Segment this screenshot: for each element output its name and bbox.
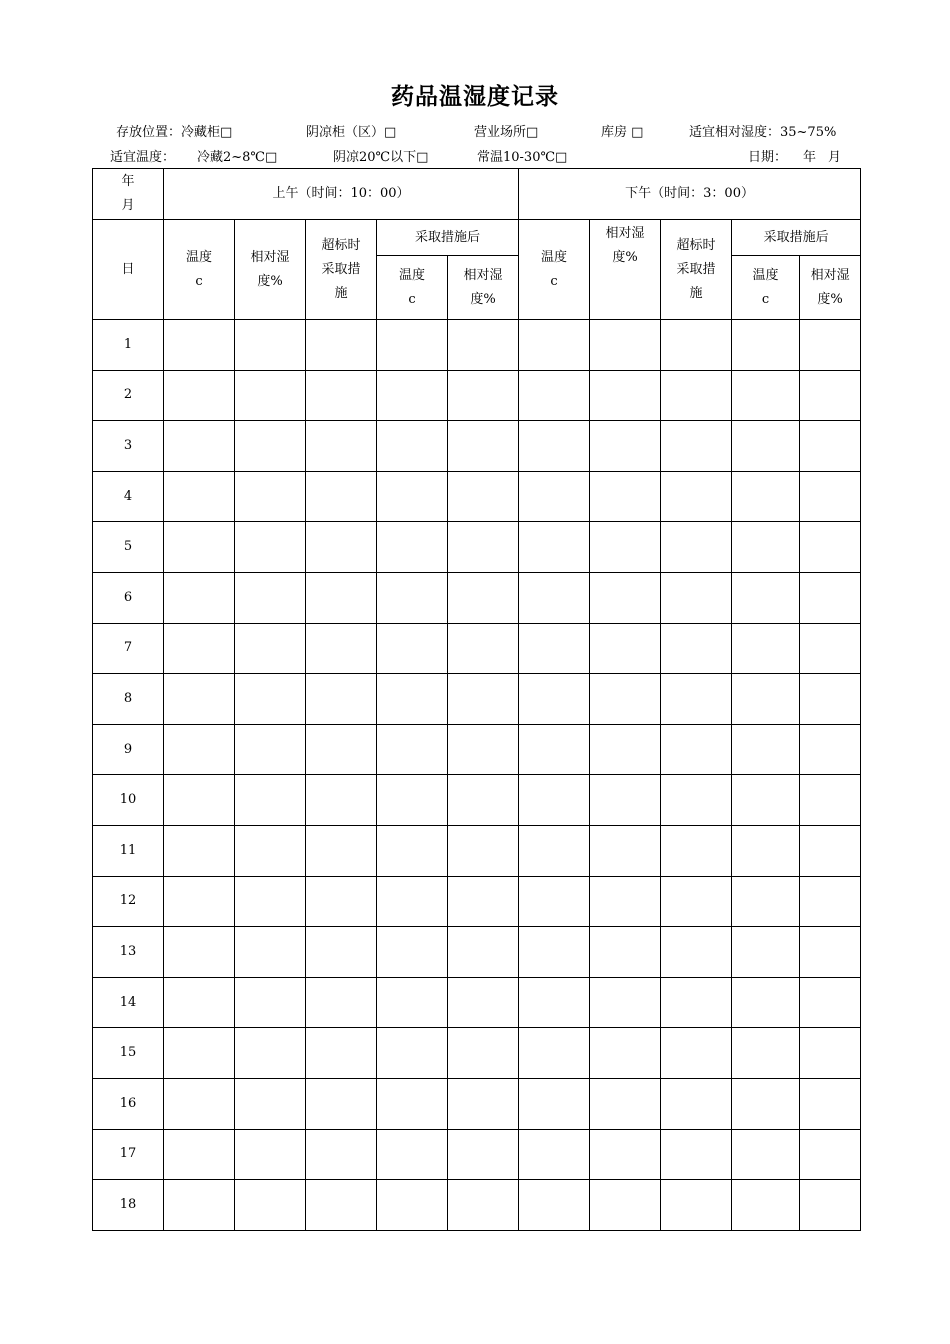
record-cell[interactable] bbox=[306, 674, 377, 725]
record-cell[interactable] bbox=[590, 977, 661, 1028]
record-cell[interactable] bbox=[661, 876, 732, 927]
am-after-measures-header: 采取措施后 bbox=[377, 220, 519, 256]
pm-after-temperature-header: 温度 c bbox=[732, 256, 800, 320]
record-cell[interactable] bbox=[800, 1078, 861, 1129]
storage-location: 存放位置：冷藏柜□ bbox=[116, 125, 233, 140]
record-cell[interactable] bbox=[732, 927, 800, 978]
year-header: 年 bbox=[121, 174, 135, 189]
record-cell[interactable] bbox=[377, 471, 448, 522]
year-month-header bbox=[93, 169, 164, 220]
record-cell[interactable] bbox=[519, 471, 590, 522]
table-row bbox=[93, 421, 861, 472]
day-number: 10 bbox=[93, 775, 164, 826]
pm-over-limit-measures-header: 超标时 采取措 施 bbox=[661, 220, 732, 320]
record-cell[interactable] bbox=[306, 623, 377, 674]
record-cell[interactable] bbox=[661, 1028, 732, 1079]
record-cell[interactable] bbox=[519, 977, 590, 1028]
record-cell[interactable] bbox=[164, 977, 235, 1028]
cool-cabinet-option: 阴凉柜（区）□ bbox=[306, 125, 397, 140]
record-cell[interactable] bbox=[235, 623, 306, 674]
date-month-label: 月 bbox=[828, 150, 842, 165]
table-row bbox=[93, 876, 861, 927]
record-cell[interactable] bbox=[306, 421, 377, 472]
record-cell[interactable] bbox=[519, 1078, 590, 1129]
record-cell[interactable] bbox=[590, 471, 661, 522]
record-cell[interactable] bbox=[235, 876, 306, 927]
table-row bbox=[93, 1129, 861, 1180]
record-cell[interactable] bbox=[164, 1078, 235, 1129]
record-cell[interactable] bbox=[377, 825, 448, 876]
record-cell[interactable] bbox=[306, 1129, 377, 1180]
record-cell[interactable] bbox=[590, 825, 661, 876]
record-cell[interactable] bbox=[800, 1129, 861, 1180]
record-cell[interactable] bbox=[661, 421, 732, 472]
record-cell[interactable] bbox=[377, 674, 448, 725]
day-number: 7 bbox=[93, 623, 164, 674]
record-cell[interactable] bbox=[448, 977, 519, 1028]
record-cell[interactable] bbox=[800, 775, 861, 826]
record-cell[interactable] bbox=[732, 674, 800, 725]
day-number: 6 bbox=[93, 572, 164, 623]
record-cell[interactable] bbox=[661, 370, 732, 421]
record-cell[interactable] bbox=[800, 876, 861, 927]
record-cell[interactable] bbox=[306, 927, 377, 978]
record-cell[interactable] bbox=[235, 1028, 306, 1079]
record-cell[interactable] bbox=[732, 370, 800, 421]
record-cell[interactable] bbox=[235, 825, 306, 876]
am-temperature-header: 温度 c bbox=[164, 220, 235, 320]
record-cell[interactable] bbox=[448, 775, 519, 826]
record-cell[interactable] bbox=[732, 320, 800, 371]
morning-header: 上午（时间：10：00） bbox=[164, 169, 519, 220]
record-cell[interactable] bbox=[800, 674, 861, 725]
record-cell[interactable] bbox=[164, 522, 235, 573]
record-cell[interactable] bbox=[164, 876, 235, 927]
record-cell[interactable] bbox=[377, 320, 448, 371]
date-label: 日期： bbox=[748, 150, 788, 165]
day-number: 4 bbox=[93, 471, 164, 522]
day-number: 5 bbox=[93, 522, 164, 573]
record-cell[interactable] bbox=[661, 471, 732, 522]
table-row bbox=[93, 674, 861, 725]
record-cell[interactable] bbox=[235, 572, 306, 623]
record-cell[interactable] bbox=[235, 471, 306, 522]
record-cell[interactable] bbox=[661, 623, 732, 674]
record-cell[interactable] bbox=[800, 320, 861, 371]
table-row bbox=[93, 1180, 861, 1231]
record-cell[interactable] bbox=[164, 1028, 235, 1079]
record-cell[interactable] bbox=[661, 522, 732, 573]
record-cell[interactable] bbox=[306, 522, 377, 573]
am-after-temperature-header: 温度 c bbox=[377, 256, 448, 320]
record-cell[interactable] bbox=[235, 370, 306, 421]
record-cell[interactable] bbox=[306, 1028, 377, 1079]
table-row bbox=[93, 471, 861, 522]
day-number: 12 bbox=[93, 876, 164, 927]
cold-range-option: 冷藏2~8℃□ bbox=[197, 150, 278, 165]
record-cell[interactable] bbox=[661, 1078, 732, 1129]
record-cell[interactable] bbox=[800, 572, 861, 623]
record-cell[interactable] bbox=[164, 421, 235, 472]
record-cell[interactable] bbox=[519, 674, 590, 725]
record-cell[interactable] bbox=[306, 1180, 377, 1231]
record-cell[interactable] bbox=[448, 724, 519, 775]
record-cell[interactable] bbox=[235, 1129, 306, 1180]
record-cell[interactable] bbox=[800, 623, 861, 674]
record-cell[interactable] bbox=[661, 1180, 732, 1231]
record-cell[interactable] bbox=[800, 825, 861, 876]
record-cell[interactable] bbox=[732, 1078, 800, 1129]
record-cell[interactable] bbox=[306, 471, 377, 522]
record-cell[interactable] bbox=[377, 370, 448, 421]
record-cell[interactable] bbox=[519, 775, 590, 826]
record-cell[interactable] bbox=[306, 876, 377, 927]
record-cell[interactable] bbox=[448, 825, 519, 876]
record-cell[interactable] bbox=[235, 1180, 306, 1231]
record-cell[interactable] bbox=[590, 421, 661, 472]
record-cell[interactable] bbox=[519, 1129, 590, 1180]
record-cell[interactable] bbox=[164, 623, 235, 674]
cool-range-option: 阴凉20℃以下□ bbox=[333, 150, 429, 165]
table-row bbox=[93, 522, 861, 573]
record-cell[interactable] bbox=[732, 876, 800, 927]
record-cell[interactable] bbox=[519, 876, 590, 927]
am-humidity-header: 相对湿 度% bbox=[235, 220, 306, 320]
record-cell[interactable] bbox=[448, 927, 519, 978]
record-cell[interactable] bbox=[519, 623, 590, 674]
record-cell[interactable] bbox=[800, 724, 861, 775]
day-number: 16 bbox=[93, 1078, 164, 1129]
record-cell[interactable] bbox=[377, 623, 448, 674]
record-cell[interactable] bbox=[800, 421, 861, 472]
record-cell[interactable] bbox=[661, 927, 732, 978]
record-cell[interactable] bbox=[448, 876, 519, 927]
record-cell[interactable] bbox=[448, 572, 519, 623]
record-cell[interactable] bbox=[448, 471, 519, 522]
record-cell[interactable] bbox=[590, 320, 661, 371]
record-cell[interactable] bbox=[235, 775, 306, 826]
record-cell[interactable] bbox=[377, 1180, 448, 1231]
record-cell[interactable] bbox=[377, 876, 448, 927]
record-cell[interactable] bbox=[732, 421, 800, 472]
record-cell[interactable] bbox=[377, 927, 448, 978]
humidity-range: 适宜相对湿度：35~75% bbox=[689, 125, 837, 140]
record-cell[interactable] bbox=[800, 977, 861, 1028]
day-header: 日 bbox=[93, 220, 164, 320]
record-cell[interactable] bbox=[800, 927, 861, 978]
day-number: 8 bbox=[93, 674, 164, 725]
date-year-label: 年 bbox=[803, 150, 817, 165]
record-cell[interactable] bbox=[306, 977, 377, 1028]
record-cell[interactable] bbox=[519, 522, 590, 573]
record-cell[interactable] bbox=[448, 421, 519, 472]
record-cell[interactable] bbox=[661, 572, 732, 623]
record-cell[interactable] bbox=[164, 674, 235, 725]
pm-after-humidity-header: 相对湿 度% bbox=[800, 256, 861, 320]
day-number: 3 bbox=[93, 421, 164, 472]
warehouse-option: 库房 □ bbox=[601, 125, 644, 140]
table-row bbox=[93, 370, 861, 421]
record-cell[interactable] bbox=[800, 522, 861, 573]
month-header: 月 bbox=[121, 198, 135, 213]
record-cell[interactable] bbox=[661, 1129, 732, 1180]
record-cell[interactable] bbox=[661, 724, 732, 775]
temperature-humidity-table bbox=[92, 168, 861, 1231]
day-number: 2 bbox=[93, 370, 164, 421]
record-cell[interactable] bbox=[732, 1129, 800, 1180]
table-row bbox=[93, 623, 861, 674]
record-cell[interactable] bbox=[519, 572, 590, 623]
table-row bbox=[93, 320, 861, 371]
record-cell[interactable] bbox=[306, 825, 377, 876]
record-cell[interactable] bbox=[519, 825, 590, 876]
record-cell[interactable] bbox=[732, 572, 800, 623]
record-cell[interactable] bbox=[377, 572, 448, 623]
record-cell[interactable] bbox=[661, 775, 732, 826]
record-cell[interactable] bbox=[377, 1028, 448, 1079]
day-number: 18 bbox=[93, 1180, 164, 1231]
record-cell[interactable] bbox=[448, 1129, 519, 1180]
record-cell[interactable] bbox=[800, 370, 861, 421]
record-cell[interactable] bbox=[800, 471, 861, 522]
table-row bbox=[93, 1078, 861, 1129]
pm-after-measures-header: 采取措施后 bbox=[732, 220, 861, 256]
record-cell[interactable] bbox=[732, 825, 800, 876]
record-cell[interactable] bbox=[661, 977, 732, 1028]
record-cell[interactable] bbox=[590, 1129, 661, 1180]
record-cell[interactable] bbox=[306, 724, 377, 775]
record-cell[interactable] bbox=[448, 1078, 519, 1129]
pm-humidity-header: 相对湿 度% bbox=[590, 220, 661, 320]
record-cell[interactable] bbox=[306, 775, 377, 826]
record-cell[interactable] bbox=[164, 724, 235, 775]
record-cell[interactable] bbox=[661, 320, 732, 371]
record-cell[interactable] bbox=[235, 724, 306, 775]
record-cell[interactable] bbox=[519, 370, 590, 421]
record-cell[interactable] bbox=[448, 1180, 519, 1231]
record-cell[interactable] bbox=[448, 522, 519, 573]
table-row bbox=[93, 724, 861, 775]
afternoon-header: 下午（时间：3：00） bbox=[519, 169, 861, 220]
record-cell[interactable] bbox=[448, 1028, 519, 1079]
record-cell[interactable] bbox=[519, 320, 590, 371]
record-cell[interactable] bbox=[377, 775, 448, 826]
record-cell[interactable] bbox=[590, 876, 661, 927]
pm-temperature-header: 温度 c bbox=[519, 220, 590, 320]
record-cell[interactable] bbox=[377, 724, 448, 775]
day-number: 11 bbox=[93, 825, 164, 876]
record-cell[interactable] bbox=[235, 522, 306, 573]
record-cell[interactable] bbox=[519, 724, 590, 775]
record-cell[interactable] bbox=[590, 927, 661, 978]
record-cell[interactable] bbox=[164, 370, 235, 421]
record-cell[interactable] bbox=[377, 522, 448, 573]
day-number: 1 bbox=[93, 320, 164, 371]
table-row bbox=[93, 825, 861, 876]
table-row bbox=[93, 775, 861, 826]
am-over-limit-measures-header: 超标时 采取措 施 bbox=[306, 220, 377, 320]
record-cell[interactable] bbox=[164, 775, 235, 826]
record-cell[interactable] bbox=[164, 1129, 235, 1180]
record-cell[interactable] bbox=[448, 370, 519, 421]
record-cell[interactable] bbox=[590, 1078, 661, 1129]
record-cell[interactable] bbox=[732, 1028, 800, 1079]
record-cell[interactable] bbox=[235, 421, 306, 472]
day-number: 13 bbox=[93, 927, 164, 978]
record-cell[interactable] bbox=[661, 825, 732, 876]
record-cell[interactable] bbox=[164, 471, 235, 522]
record-cell[interactable] bbox=[590, 572, 661, 623]
record-cell[interactable] bbox=[800, 1028, 861, 1079]
record-cell[interactable] bbox=[519, 1180, 590, 1231]
record-cell[interactable] bbox=[377, 977, 448, 1028]
record-cell[interactable] bbox=[235, 674, 306, 725]
record-cell[interactable] bbox=[732, 1180, 800, 1231]
record-cell[interactable] bbox=[235, 977, 306, 1028]
record-cell[interactable] bbox=[732, 623, 800, 674]
record-cell[interactable] bbox=[306, 320, 377, 371]
record-cell[interactable] bbox=[164, 572, 235, 623]
table-row bbox=[93, 572, 861, 623]
temperature-label: 适宜温度： bbox=[110, 150, 176, 165]
record-cell[interactable] bbox=[164, 1180, 235, 1231]
record-cell[interactable] bbox=[448, 320, 519, 371]
record-cell[interactable] bbox=[306, 572, 377, 623]
record-cell[interactable] bbox=[235, 1078, 306, 1129]
record-cell[interactable] bbox=[448, 674, 519, 725]
record-cell[interactable] bbox=[377, 421, 448, 472]
record-cell[interactable] bbox=[306, 1078, 377, 1129]
record-cell[interactable] bbox=[448, 623, 519, 674]
table-row bbox=[93, 927, 861, 978]
record-cell[interactable] bbox=[590, 674, 661, 725]
table-row bbox=[93, 1028, 861, 1079]
record-cell[interactable] bbox=[590, 522, 661, 573]
record-cell[interactable] bbox=[306, 370, 377, 421]
record-cell[interactable] bbox=[661, 674, 732, 725]
am-after-humidity-header: 相对湿 度% bbox=[448, 256, 519, 320]
page-title: 药品温湿度记录 bbox=[391, 84, 559, 110]
record-cell[interactable] bbox=[519, 421, 590, 472]
record-cell[interactable] bbox=[164, 825, 235, 876]
record-cell[interactable] bbox=[377, 1078, 448, 1129]
record-cell[interactable] bbox=[519, 927, 590, 978]
record-cell[interactable] bbox=[235, 927, 306, 978]
record-cell[interactable] bbox=[590, 1028, 661, 1079]
record-cell[interactable] bbox=[164, 320, 235, 371]
record-cell[interactable] bbox=[590, 775, 661, 826]
record-cell[interactable] bbox=[235, 320, 306, 371]
day-number: 14 bbox=[93, 977, 164, 1028]
record-cell[interactable] bbox=[732, 522, 800, 573]
day-number: 15 bbox=[93, 1028, 164, 1079]
record-cell[interactable] bbox=[590, 370, 661, 421]
record-cell[interactable] bbox=[377, 1129, 448, 1180]
normal-range-option: 常温10-30℃□ bbox=[477, 150, 568, 165]
day-number: 9 bbox=[93, 724, 164, 775]
day-number: 17 bbox=[93, 1129, 164, 1180]
record-cell[interactable] bbox=[590, 724, 661, 775]
record-cell[interactable] bbox=[164, 927, 235, 978]
business-area-option: 营业场所□ bbox=[474, 125, 539, 140]
record-cell[interactable] bbox=[732, 775, 800, 826]
table-row bbox=[93, 977, 861, 1028]
record-cell[interactable] bbox=[590, 1180, 661, 1231]
record-cell[interactable] bbox=[732, 724, 800, 775]
record-cell[interactable] bbox=[732, 471, 800, 522]
record-cell[interactable] bbox=[590, 623, 661, 674]
record-cell[interactable] bbox=[800, 1180, 861, 1231]
record-cell[interactable] bbox=[519, 1028, 590, 1079]
record-cell[interactable] bbox=[732, 977, 800, 1028]
